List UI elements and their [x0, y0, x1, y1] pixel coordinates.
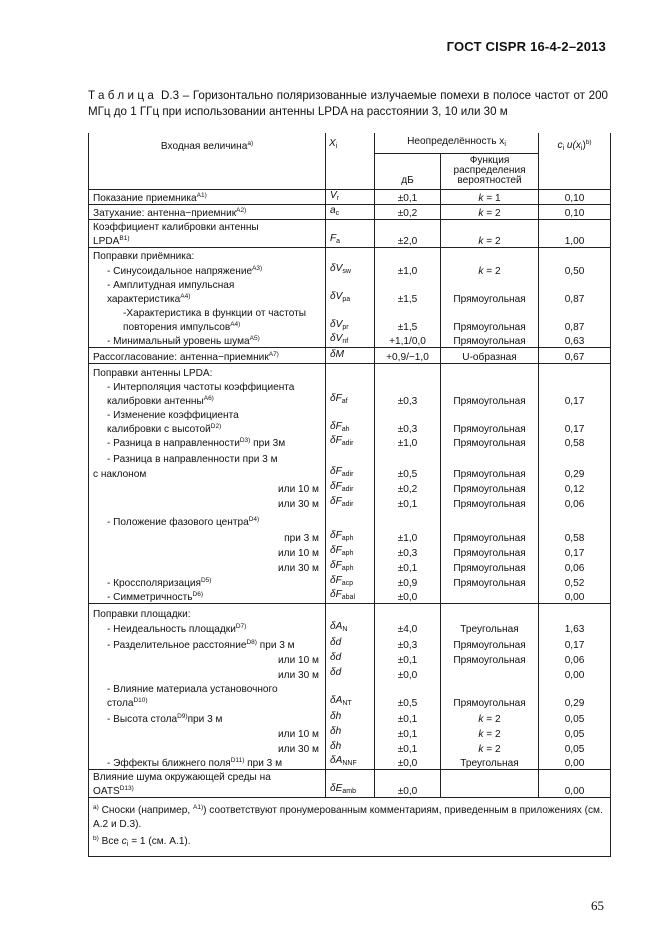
- row-name: - Симметричность$^{D6)}$: [89, 589, 326, 604]
- row-symbol: $\delta F_{adir}$: [326, 495, 375, 510]
- row-value: ±0,2: [375, 480, 441, 495]
- row-value: ±1,0: [375, 528, 441, 544]
- footnote-ref: D10): [133, 696, 148, 704]
- row-name: -Характеристика в функции от частоты повторения импульсов$^{A4)}$: [89, 305, 326, 333]
- row-distribution: Прямоугольная: [441, 651, 539, 666]
- row-name: Затухание: антенна−приемник$^{A2)}$: [89, 204, 326, 219]
- footnote-ref: D11): [230, 757, 245, 764]
- row-distribution: Прямоугольная: [441, 305, 539, 333]
- table-row: [89, 510, 611, 528]
- caption-text: – Горизонтально поляризованные излучаемые помехи в полосе частот от 200 МГц до 1 ГГц при использовании антенны LPDA на расстоянии 3, 10 или 30 м: [88, 89, 608, 118]
- table-row: [89, 480, 611, 495]
- footnote-b: $^{b)}$ Все $c_i = 1$ (см. А.1).: [93, 835, 191, 848]
- row-contribution: 1,00: [539, 219, 611, 247]
- row-value: ±4,0: [375, 620, 441, 635]
- row-distribution: [441, 770, 539, 798]
- row-symbol: $\delta F_{aph}$: [326, 559, 375, 574]
- row-contribution: [539, 449, 611, 465]
- row-symbol: δh: [326, 709, 375, 725]
- row-value: ±0,1: [375, 709, 441, 725]
- uncertainty-table: [88, 133, 611, 857]
- table-row: [89, 559, 611, 574]
- row-distribution: U-образная: [441, 348, 539, 364]
- row-name: - Влияние материала установочного стола$^{D10)}$: [89, 681, 326, 709]
- row-name: - Разница в направленности при 3 м: [89, 449, 326, 465]
- row-contribution: [539, 364, 611, 379]
- row-value: ±0,3: [375, 379, 441, 407]
- row-name: или 30 м: [89, 559, 326, 574]
- row-symbol: $\delta F_{ah}$: [326, 407, 375, 435]
- table-row: [89, 189, 611, 204]
- header-distribution: Функция распределения вероятностей: [441, 153, 539, 189]
- table-row: [89, 574, 611, 589]
- footnote-ref: D8): [246, 638, 257, 646]
- table-row: [89, 544, 611, 559]
- row-value: +0,9/−1,0: [375, 348, 441, 364]
- row-contribution: 0,58: [539, 435, 611, 449]
- row-contribution: 0,17: [539, 407, 611, 435]
- row-distribution: [441, 604, 539, 620]
- row-value: ±0,3: [375, 544, 441, 559]
- row-symbol: $\delta V_{nf}$: [326, 333, 375, 348]
- table-row: [89, 620, 611, 635]
- row-name: - Высота стола$^{D9)}$при 3 м: [89, 709, 326, 725]
- row-symbol: $\delta F_{af}$: [326, 379, 375, 407]
- page-number: 65: [591, 898, 604, 913]
- row-distribution: [441, 364, 539, 379]
- row-value: ±0,3: [375, 635, 441, 651]
- row-value: ±0,1: [375, 725, 441, 740]
- row-symbol: $\delta A_N$: [326, 620, 375, 635]
- row-distribution: k = 2: [441, 709, 539, 725]
- row-symbol: [326, 247, 375, 262]
- table-row: [89, 348, 611, 364]
- row-contribution: 0,58: [539, 528, 611, 544]
- row-symbol: $\delta A_{NNF}$: [326, 755, 375, 770]
- table-row: [89, 449, 611, 465]
- row-value: ±1,0: [375, 435, 441, 449]
- row-distribution: Прямоугольная: [441, 559, 539, 574]
- row-name: или 30 м: [89, 666, 326, 681]
- footnote-ref: A4): [180, 293, 191, 300]
- footnote-ref: B1): [119, 234, 130, 242]
- row-name: или 10 м: [89, 544, 326, 559]
- row-contribution: 0,29: [539, 681, 611, 709]
- footnote-ref: D7): [235, 622, 247, 630]
- row-symbol: $\delta A_{NT}$: [326, 681, 375, 709]
- table-row: [89, 666, 611, 681]
- row-name: или 10 м: [89, 651, 326, 666]
- row-value: ±0,3: [375, 407, 441, 435]
- row-value: ±0,5: [375, 465, 441, 480]
- footnote-a: $^{a)}$ Сноски (например, $^{A1)}$) соответствуют пронумерованным комментариям, приведенным в приложениях (см. А.2 и D.3).: [93, 804, 603, 830]
- row-name: или 30 м: [89, 740, 326, 755]
- table-row: [89, 495, 611, 510]
- row-name: - Разделительное расстояние$^{D8)}$ при 3 м: [89, 635, 326, 651]
- row-contribution: 0,17: [539, 635, 611, 651]
- row-symbol: $\delta F_{acp}$: [326, 574, 375, 589]
- row-name: Поправки приёмника:: [89, 247, 326, 262]
- header-db: дБ: [375, 153, 441, 189]
- table-row: [89, 528, 611, 544]
- row-name: - Неидеальность площадки$^{D7)}$: [89, 620, 326, 635]
- footnote-ref: D13): [119, 785, 134, 792]
- table-row: [89, 755, 611, 770]
- row-name: - Синусоидальное напряжение$^{A3)}$: [89, 262, 326, 277]
- footnote-ref: D9): [177, 712, 188, 720]
- header-uncertainty: Неопределённость $x_i$: [375, 133, 539, 153]
- footnote-ref: D6): [192, 591, 203, 598]
- table-header-row: [89, 133, 611, 153]
- row-name: - Разница в направленности$^{D3)}$ при 3м: [89, 435, 326, 449]
- row-distribution: Прямоугольная: [441, 333, 539, 348]
- row-name: - Кроссполяризация$^{D5)}$: [89, 574, 326, 589]
- footnote-ref: A4): [230, 321, 241, 328]
- row-value: [375, 449, 441, 465]
- row-symbol: $\delta F_{aph}$: [326, 544, 375, 559]
- table-row: [89, 770, 611, 798]
- row-contribution: 0,12: [539, 480, 611, 495]
- row-name: - Минимальный уровень шума$^{A5)}$: [89, 333, 326, 348]
- table-row: [89, 262, 611, 277]
- row-contribution: 0,00: [539, 755, 611, 770]
- footnote-ref: A3): [252, 265, 263, 272]
- row-name: - Изменение коэффициента калибровки с высотой$^{D2)}$: [89, 407, 326, 435]
- row-contribution: 0,00: [539, 770, 611, 798]
- row-name: Поправки антенны LPDA:: [89, 364, 326, 379]
- row-symbol: $\delta F_{adir}$: [326, 480, 375, 495]
- row-value: ±0,0: [375, 589, 441, 604]
- table-row: [89, 709, 611, 725]
- caption-label: Таблица: [88, 89, 158, 102]
- row-value: ±1,5: [375, 305, 441, 333]
- row-name: или 30 м: [89, 495, 326, 510]
- row-symbol: [326, 510, 375, 528]
- document-header: ГОСТ CISPR 16-4-2–2013: [446, 39, 606, 54]
- table-row: [89, 589, 611, 604]
- table-row: [89, 725, 611, 740]
- row-contribution: [539, 510, 611, 528]
- row-distribution: Треугольная: [441, 620, 539, 635]
- row-distribution: k = 2: [441, 262, 539, 277]
- row-symbol: [326, 604, 375, 620]
- row-contribution: 0,17: [539, 544, 611, 559]
- row-name: Показание приемника$^{A1)}$: [89, 189, 326, 204]
- row-value: +1,1/0,0: [375, 333, 441, 348]
- row-distribution: Прямоугольная: [441, 465, 539, 480]
- header-xi: $X_i$: [326, 133, 375, 189]
- row-distribution: [441, 449, 539, 465]
- footnote-ref: A5): [249, 335, 260, 342]
- row-name: или 10 м: [89, 480, 326, 495]
- row-symbol: $a_c$: [326, 204, 375, 219]
- row-symbol: $\delta V_{sw}$: [326, 262, 375, 277]
- row-value: [375, 364, 441, 379]
- row-name: при 3 м: [89, 528, 326, 544]
- row-contribution: 0,00: [539, 589, 611, 604]
- row-value: ±0,1: [375, 495, 441, 510]
- row-symbol: $\delta F_{adir}$: [326, 435, 375, 449]
- footnote-ref: A6): [203, 394, 214, 402]
- table-row: [89, 305, 611, 333]
- row-symbol: [326, 364, 375, 379]
- row-distribution: k = 2: [441, 219, 539, 247]
- row-distribution: Прямоугольная: [441, 379, 539, 407]
- row-distribution: Треугольная: [441, 755, 539, 770]
- row-value: ±0,5: [375, 681, 441, 709]
- row-value: ±0,1: [375, 740, 441, 755]
- row-value: ±2,0: [375, 219, 441, 247]
- footnote-ref: D2): [210, 422, 222, 430]
- row-name: или 10 м: [89, 725, 326, 740]
- row-name: с наклоном: [89, 465, 326, 480]
- row-contribution: 0,00: [539, 666, 611, 681]
- row-value: ±0,0: [375, 770, 441, 798]
- row-value: ±0,1: [375, 559, 441, 574]
- row-symbol: $\delta V_{pa}$: [326, 277, 375, 305]
- row-value: ±0,9: [375, 574, 441, 589]
- row-symbol: δd: [326, 635, 375, 651]
- row-symbol: $\delta F_{adir}$: [326, 465, 375, 480]
- row-value: ±0,1: [375, 651, 441, 666]
- row-symbol: $\delta F_{abal}$: [326, 589, 375, 604]
- row-symbol: δh: [326, 725, 375, 740]
- row-symbol: $\delta F_{aph}$: [326, 528, 375, 544]
- row-distribution: Прямоугольная: [441, 495, 539, 510]
- row-distribution: Прямоугольная: [441, 407, 539, 435]
- table-caption: [88, 88, 608, 119]
- row-value: ±0,1: [375, 189, 441, 204]
- row-value: ±0,0: [375, 666, 441, 681]
- row-value: ±0,0: [375, 755, 441, 770]
- row-contribution: [539, 247, 611, 262]
- row-contribution: 0,29: [539, 465, 611, 480]
- row-contribution: 0,87: [539, 277, 611, 305]
- row-distribution: Прямоугольная: [441, 681, 539, 709]
- row-symbol: $\delta V_{pr}$: [326, 305, 375, 333]
- row-name: - Интерполяция частоты коэффициента калибровки антенны$^{A6)}$: [89, 379, 326, 407]
- table-row: [89, 740, 611, 755]
- row-distribution: [441, 666, 539, 681]
- table-row: [89, 277, 611, 305]
- caption-number: D.3: [160, 89, 180, 102]
- table-row: [89, 247, 611, 262]
- row-symbol: $\delta E_{amb}$: [326, 770, 375, 798]
- row-name: Влияние шума окружающей среды на $OATS^{D13)}$: [89, 770, 326, 798]
- row-symbol: δM: [326, 348, 375, 364]
- row-contribution: 0,06: [539, 495, 611, 510]
- row-symbol: $F_a$: [326, 219, 375, 247]
- row-value: [375, 247, 441, 262]
- row-symbol: δd: [326, 651, 375, 666]
- row-contribution: 0,05: [539, 740, 611, 755]
- table-row: [89, 364, 611, 379]
- table-row: [89, 604, 611, 620]
- row-contribution: 0,05: [539, 725, 611, 740]
- row-distribution: Прямоугольная: [441, 435, 539, 449]
- row-contribution: [539, 604, 611, 620]
- row-contribution: 0,05: [539, 709, 611, 725]
- row-symbol: δh: [326, 740, 375, 755]
- row-distribution: [441, 247, 539, 262]
- row-contribution: 1,63: [539, 620, 611, 635]
- table-row: [89, 204, 611, 219]
- row-contribution: 0,06: [539, 651, 611, 666]
- table-row: [89, 333, 611, 348]
- table-footnotes: [89, 798, 611, 857]
- row-name: Рассогласование: антенна−приемник$^{A7)}$: [89, 348, 326, 364]
- row-value: ±1,0: [375, 262, 441, 277]
- table-row: [89, 407, 611, 435]
- footnote-ref: D5): [200, 576, 212, 584]
- row-distribution: Прямоугольная: [441, 574, 539, 589]
- header-contribution: $c_i$ $u(x_i)^{b)}$: [539, 133, 611, 189]
- row-distribution: Прямоугольная: [441, 544, 539, 559]
- row-distribution: k = 2: [441, 204, 539, 219]
- row-distribution: [441, 589, 539, 604]
- row-name: - Амплитудная импульсная характеристика$^{A4)}$: [89, 277, 326, 305]
- table-row: [89, 435, 611, 449]
- row-name: - Эффекты ближнего поля$^{D11)}$ при 3 м: [89, 755, 326, 770]
- table-row: [89, 465, 611, 480]
- row-distribution: Прямоугольная: [441, 528, 539, 544]
- row-name: Коэффициент калибровки антенны $LPDA^{B1)}$: [89, 219, 326, 247]
- row-value: [375, 510, 441, 528]
- row-name: - Положение фазового центра$^{D4)}$: [89, 510, 326, 528]
- footnote-ref: D3): [239, 436, 251, 444]
- row-contribution: 0,10: [539, 189, 611, 204]
- table-row: [89, 219, 611, 247]
- table-row: [89, 379, 611, 407]
- row-contribution: 0,06: [539, 559, 611, 574]
- header-input: Входная величина$^{a)}$: [89, 133, 326, 189]
- footnote-ref: D4): [248, 515, 260, 523]
- row-contribution: 0,63: [539, 333, 611, 348]
- row-contribution: 0,50: [539, 262, 611, 277]
- row-distribution: k = 1: [441, 189, 539, 204]
- table-row: [89, 651, 611, 666]
- row-symbol: [326, 449, 375, 465]
- row-distribution: Прямоугольная: [441, 277, 539, 305]
- footnote-ref: A2): [236, 206, 247, 214]
- row-distribution: Прямоугольная: [441, 480, 539, 495]
- table-row: [89, 635, 611, 651]
- footnote-row: [89, 798, 611, 857]
- row-symbol: $V_r$: [326, 189, 375, 204]
- row-distribution: Прямоугольная: [441, 635, 539, 651]
- row-value: ±1,5: [375, 277, 441, 305]
- row-contribution: 0,52: [539, 574, 611, 589]
- row-contribution: 0,67: [539, 348, 611, 364]
- footnote-ref: A1): [196, 191, 207, 199]
- row-symbol: δd: [326, 666, 375, 681]
- row-distribution: k = 2: [441, 725, 539, 740]
- row-contribution: 0,17: [539, 379, 611, 407]
- row-contribution: 0,87: [539, 305, 611, 333]
- row-value: [375, 604, 441, 620]
- row-name: Поправки площадки:: [89, 604, 326, 620]
- row-contribution: 0,10: [539, 204, 611, 219]
- table-row: [89, 681, 611, 709]
- footnote-ref: A7): [268, 351, 279, 358]
- row-distribution: [441, 510, 539, 528]
- row-value: ±0,2: [375, 204, 441, 219]
- row-distribution: k = 2: [441, 740, 539, 755]
